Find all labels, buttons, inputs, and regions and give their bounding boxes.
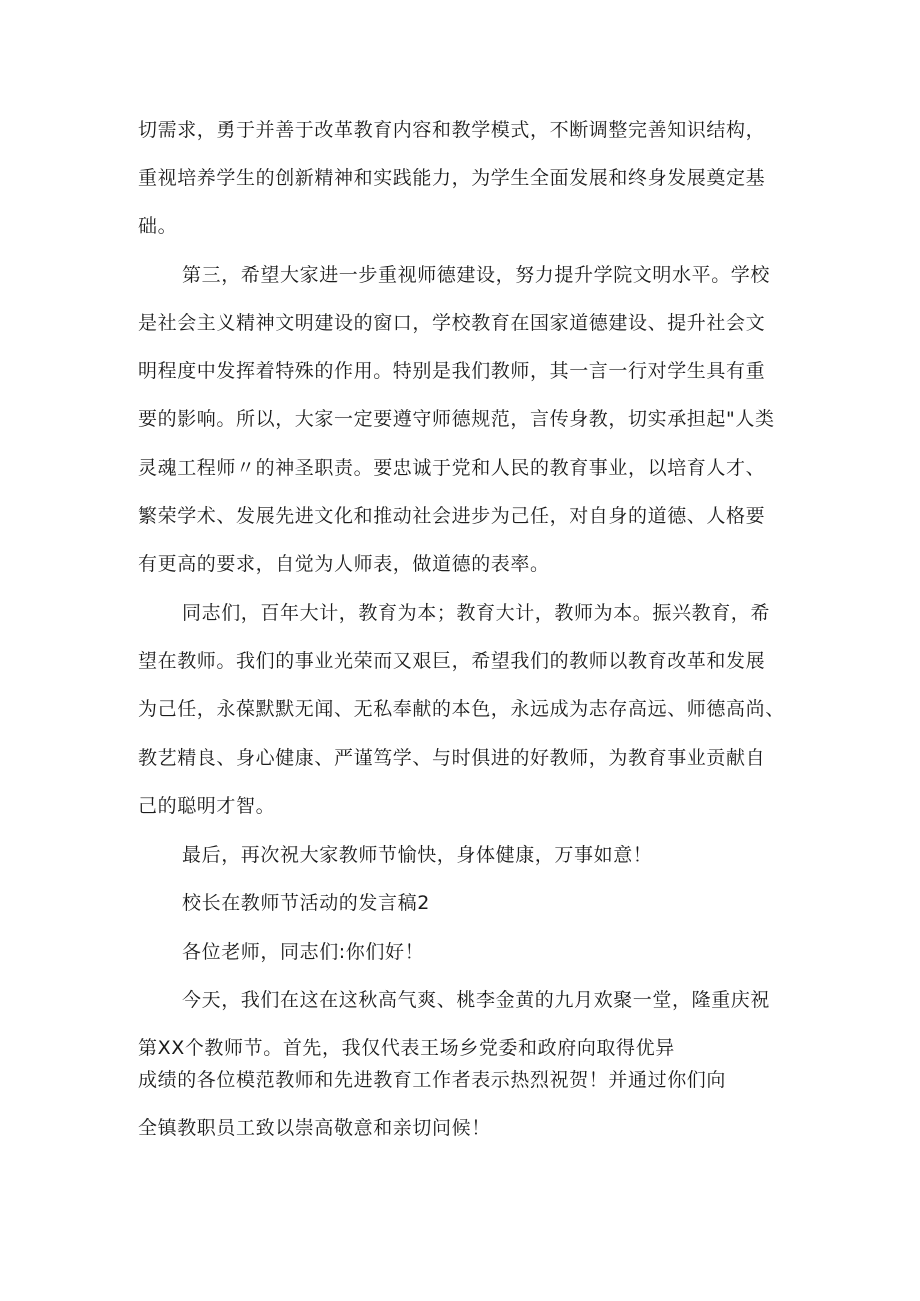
- text-line: 全镇教职员工致以崇高敬意和亲切问候！: [138, 1117, 491, 1139]
- text-line: 明程度中发挥着特殊的作用。特别是我们教师，其一言一行对学生具有重: [138, 360, 766, 382]
- text-line: 切需求，勇于并善于改革教育内容和教学模式，不断调整完善知识结构，: [138, 119, 766, 141]
- text-line: 今天，我们在这在这秋高气爽、桃李金黄的九月欢聚一堂，隆重庆祝: [182, 989, 771, 1011]
- text-line: 繁荣学术、发展先进文化和推动社会进步为己任，对自身的道德、人格要: [138, 505, 766, 527]
- salutation: 各位老师，同志们:你们好！: [182, 941, 425, 963]
- text-line: 第三，希望大家进一步重视师德建设，努力提升学院文明水平。学校: [182, 264, 771, 286]
- text-line: 教艺精良、身心健康、严谨笃学、与时俱进的好教师，为教育事业贡献自: [138, 747, 766, 769]
- text-line: 望在教师。我们的事业光荣而又艰巨，希望我们的教师以教育改革和发展: [138, 650, 766, 672]
- text-line: 重视培养学生的创新精神和实践能力，为学生全面发展和终身发展奠定基: [138, 167, 766, 189]
- text-line: 是社会主义精神文明建设的窗口，学校教育在国家道德建设、提升社会文: [138, 312, 766, 334]
- text-line: 成绩的各位模范教师和先进教育工作者表示热烈祝贺！并通过你们向: [138, 1069, 727, 1091]
- section-heading: 校长在教师节活动的发言稿2: [182, 892, 430, 914]
- text-line: 最后，再次祝大家教师节愉快，身体健康，万事如意！: [182, 844, 653, 866]
- text-line: 础。: [138, 215, 178, 237]
- text-line: 灵魂工程师〃的神圣职责。要忠诚于党和人民的教育事业，以培育人才、: [138, 457, 766, 479]
- text-line: 第XX个教师节。首先，我仅代表王场乡党委和政府向取得优异: [138, 1037, 675, 1059]
- text-line: 己的聪明才智。: [138, 795, 276, 817]
- text-line: 为己任，永葆默默无闻、无私奉献的本色，永远成为志存高远、师德高尚、: [138, 698, 785, 720]
- text-line: 有更高的要求，自觉为人师表，做道德的表率。: [138, 553, 550, 575]
- text-line: 要的影响。所以，大家一定要遵守师德规范，言传身教，切实承担起"人类: [138, 408, 775, 430]
- text-line: 同志们，百年大计，教育为本；教育大计，教师为本。振兴教育，希: [182, 602, 771, 624]
